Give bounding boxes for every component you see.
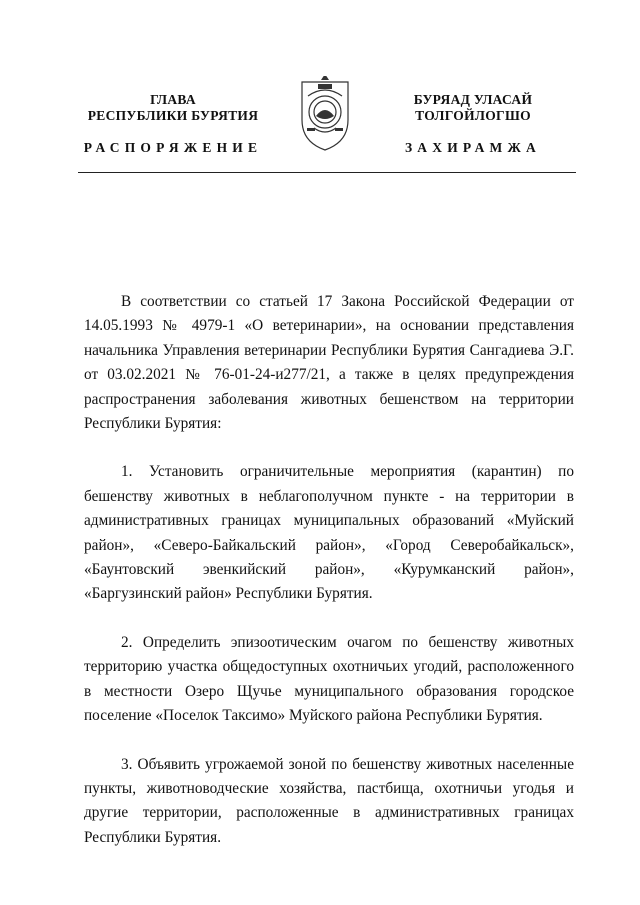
header-left: [78, 92, 268, 124]
item-3-paragraph: 3. Объявить угрожаемой зоной по бешенству животных населенные пункты, животноводческие хозяйства, пастбища, охотничьи угодья и другие территории, расположенные в административных границах Республики Бурятия.: [84, 755, 574, 846]
header-right: [378, 92, 568, 124]
item-2-paragraph: 2. Определить эпизоотическим очагом по бешенству животных территорию участка общедоступных охотничьих угодий, расположенного в местности Озеро Щучье муниципального образования городское поселение «Поселок Таксимо» Муйского района Республики Бурятия.: [84, 633, 574, 725]
header-left-subtitle: РЕСПУБЛИКИ БУРЯТИЯ: [87, 108, 259, 123]
item-1-paragraph: 1. Установить ограничительные мероприятия (карантин) по бешенству животных в неблагополучном пункте - на территории в административных границах муниципальных образований «Муйский район», «Северо-Байкальский район», «Город Северобайкальск», «Баунтовский эвенкийский район», «Курумканский район», «Баргузинский район» Республики Бурятия.: [84, 463, 574, 603]
document-body: [84, 290, 574, 874]
header-right-title: БУРЯАД УЛАСАЙ: [413, 92, 533, 107]
header-left-title: ГЛАВА: [150, 92, 196, 107]
coat-of-arms-icon: [294, 76, 356, 154]
header-right-subtitle: ТОЛГОЙЛОГШО: [415, 108, 531, 123]
doc-type-bua: ЗАХИРАМЖА: [404, 140, 542, 155]
header-divider: [78, 172, 576, 173]
intro-paragraph: В соответствии со статьей 17 Закона Российской Федерации от 14.05.1993 № 4979-1 «О ветеринарии», на основании представления начальника Управления ветеринарии Республики Бурятия Сангадиева Э.Г. от 03.02.2021 № 76-01-24-и277/21, а также в целях предупреждения распространения заболевания животных бешенством на территории Республики Бурятия:: [84, 293, 574, 433]
doc-type-ru: РАСПОРЯЖЕНИЕ: [83, 140, 263, 155]
